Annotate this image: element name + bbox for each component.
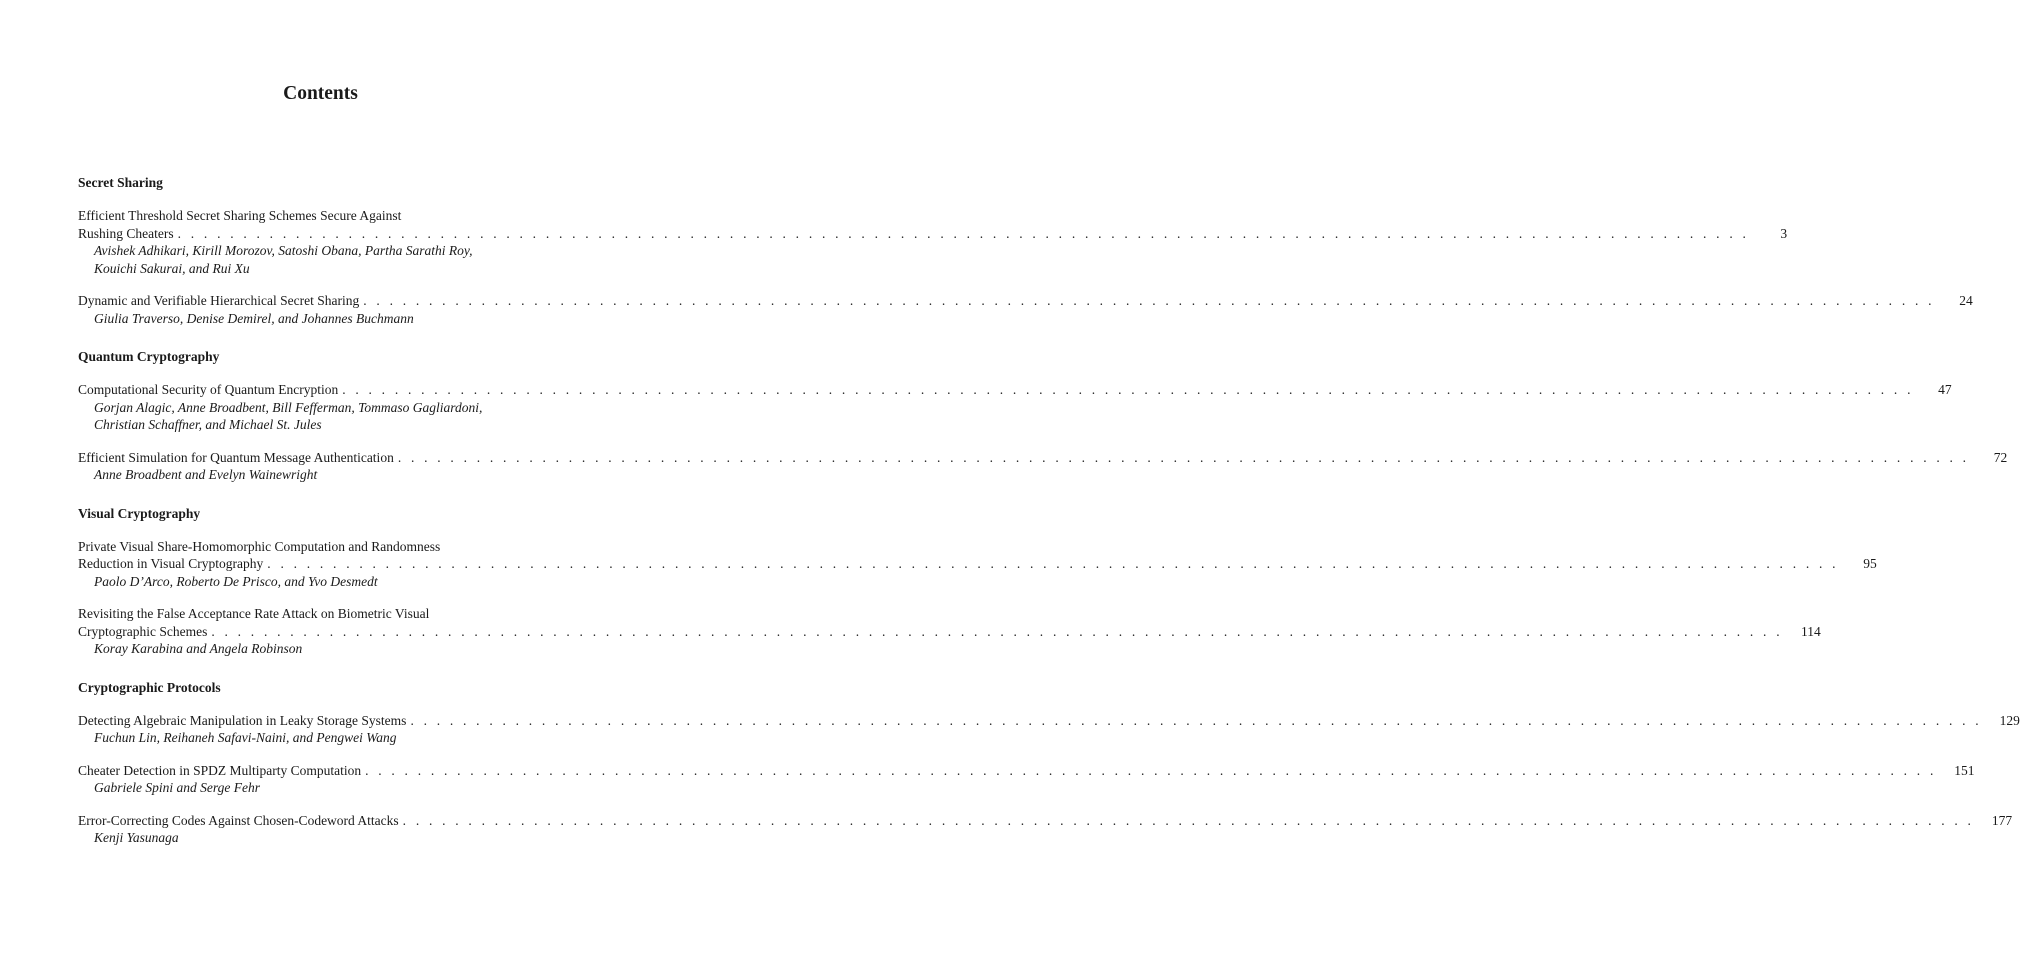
entry-title-line: Efficient Simulation for Quantum Message Authentication [78,449,394,465]
entry-title-line: Dynamic and Verifiable Hierarchical Secret Sharing [78,293,360,308]
entry-authors [78,242,583,277]
author-line: Avishek Adhikari, Kirill Morozov, Satoshi Obana, Partha Sarathi Roy, [94,243,473,258]
entry-title-row [78,812,2013,830]
toc-entry[interactable] [78,381,1952,434]
entry-authors [78,729,583,747]
author-line: Gabriele Spini and Serge Fehr [94,780,260,795]
entry-title-row [78,225,1788,243]
section-title: Quantum Cryptography [78,349,220,364]
entry-title-row [78,381,1952,399]
author-line: Gorjan Alagic, Anne Broadbent, Bill Fefferman, Tommaso Gagliardoni, [94,399,483,415]
entry-title-row [78,712,2020,730]
toc-entry[interactable] [78,605,1821,658]
page-number: 72 [1993,449,2008,465]
page-number: 95 [1863,556,1877,571]
page-number: 129 [1999,712,2020,728]
entry-title-line: Revisiting the False Acceptance Rate Attack on Biometric Visual [78,606,430,621]
dot-leader: . . . . . . . . . . . . . . . . . . . . . . . . . . . . . . . . . . . . . . . . . . . . . . . . . . . . . . . . . . . . . . . . . . . . . . . . . . . . . . . . . . . . . . . . . . . . . . . . . . . . . . . . . . . . . . . . . . . . . . . . [211,623,1783,639]
entry-title-line: Cheater Detection in SPDZ Multiparty Computation [78,762,362,778]
author-line: Kenji Yasunaga [94,830,179,845]
entry-title-row [78,292,1973,310]
entry-title-line: Reduction in Visual Cryptography [78,556,264,571]
toc-entry[interactable] [78,207,1788,277]
toc-entry[interactable] [78,712,2020,747]
author-line: Giulia Traverso, Denise Demirel, and Johannes Buchmann [94,310,414,326]
page-number: 177 [1991,812,2013,828]
entry-title-row [78,623,1821,641]
entry-title-row [78,555,1877,573]
author-line: Kouichi Sakurai, and Rui Xu [94,260,250,276]
entry-title-line: Computational Security of Quantum Encryption [78,382,339,397]
dot-leader: . . . . . . . . . . . . . . . . . . . . . . . . . . . . . . . . . . . . . . . . . . . . . . . . . . . . . . . . . . . . . . . . . . . . . . . . . . . . . . . . . . . . . . . . . . . . . . . . . . . . . . . . . . . . . . . . . . . . . . . . [363,293,1935,308]
dot-leader: . . . . . . . . . . . . . . . . . . . . . . . . . . . . . . . . . . . . . . . . . . . . . . . . . . . . . . . . . . . . . . . . . . . . . . . . . . . . . . . . . . . . . . . . . . . . . . . . . . . . . . . . . . . . . . . . . . . . . . . . [177,225,1750,241]
toc-section [78,174,1973,327]
author-line: Paolo D’Arco, Roberto De Prisco, and Yvo Desmedt [94,573,378,589]
toc-section [78,679,2020,847]
entry-authors [78,829,583,847]
author-line: Fuchun Lin, Reihaneh Safavi-Naini, and Pengwei Wang [94,730,397,745]
page-number: 3 [1780,225,1788,241]
page-number: 47 [1938,382,1952,397]
section-title: Cryptographic Protocols [78,679,221,695]
entry-title-row [78,449,2008,467]
dot-leader: . . . . . . . . . . . . . . . . . . . . . . . . . . . . . . . . . . . . . . . . . . . . . . . . . . . . . . . . . . . . . . . . . . . . . . . . . . . . . . . . . . . . . . . . . . . . . . . . . . . . . . . . . . . . . . . . . . . . . . . . [397,449,1970,465]
page-title: Contents [283,83,358,104]
entry-title-line: Detecting Algebraic Manipulation in Leaky Storage Systems [78,712,407,728]
entry-authors [78,466,583,484]
dot-leader: . . . . . . . . . . . . . . . . . . . . . . . . . . . . . . . . . . . . . . . . . . . . . . . . . . . . . . . . . . . . . . . . . . . . . . . . . . . . . . . . . . . . . . . . . . . . . . . . . . . . . . . . . . . . . . . . . . . . . . . . [342,382,1914,397]
entry-title-line: Error-Correcting Codes Against Chosen-Codeword Attacks [78,812,399,828]
page-number: 114 [1801,623,1821,639]
dot-leader: . . . . . . . . . . . . . . . . . . . . . . . . . . . . . . . . . . . . . . . . . . . . . . . . . . . . . . . . . . . . . . . . . . . . . . . . . . . . . . . . . . . . . . . . . . . . . . . . . . . . . . . . . . . . . . . . . . . . . . . . [267,556,1839,571]
page-number: 24 [1959,293,1973,308]
author-line: Koray Karabina and Angela Robinson [94,641,303,656]
toc-entry[interactable] [78,538,1877,591]
entry-authors [78,573,583,591]
author-line: Anne Broadbent and Evelyn Wainewright [94,467,318,482]
entry-title-line: Efficient Threshold Secret Sharing Schemes Secure Against [78,208,402,223]
entry-authors [78,640,583,658]
entry-authors [78,399,583,434]
toc-entry[interactable] [78,449,2008,484]
toc-section [78,505,1877,658]
section-title: Visual Cryptography [78,505,201,521]
page-number: 151 [1954,762,1975,778]
entry-authors [78,779,583,797]
entry-title-line: Cryptographic Schemes [78,623,208,639]
toc-entry[interactable] [78,812,2013,847]
section-title: Secret Sharing [78,175,163,190]
entry-title-row [78,762,1975,780]
entry-title-line: Rushing Cheaters [78,225,174,241]
dot-leader: . . . . . . . . . . . . . . . . . . . . . . . . . . . . . . . . . . . . . . . . . . . . . . . . . . . . . . . . . . . . . . . . . . . . . . . . . . . . . . . . . . . . . . . . . . . . . . . . . . . . . . . . . . . . . . . . . . . . . . . . [365,762,1937,778]
table-of-contents [78,174,2020,868]
author-line: Christian Schaffner, and Michael St. Jules [94,417,322,432]
toc-entry[interactable] [78,292,1973,327]
entry-title-line: Private Visual Share-Homomorphic Computation and Randomness [78,538,441,554]
toc-section [78,348,2008,484]
toc-entry[interactable] [78,762,1975,797]
entry-authors [78,310,583,328]
dot-leader: . . . . . . . . . . . . . . . . . . . . . . . . . . . . . . . . . . . . . . . . . . . . . . . . . . . . . . . . . . . . . . . . . . . . . . . . . . . . . . . . . . . . . . . . . . . . . . . . . . . . . . . . . . . . . . . . . . . . . . . . [410,712,1982,728]
dot-leader: . . . . . . . . . . . . . . . . . . . . . . . . . . . . . . . . . . . . . . . . . . . . . . . . . . . . . . . . . . . . . . . . . . . . . . . . . . . . . . . . . . . . . . . . . . . . . . . . . . . . . . . . . . . . . . . . . . . . . . . . [402,812,1975,828]
